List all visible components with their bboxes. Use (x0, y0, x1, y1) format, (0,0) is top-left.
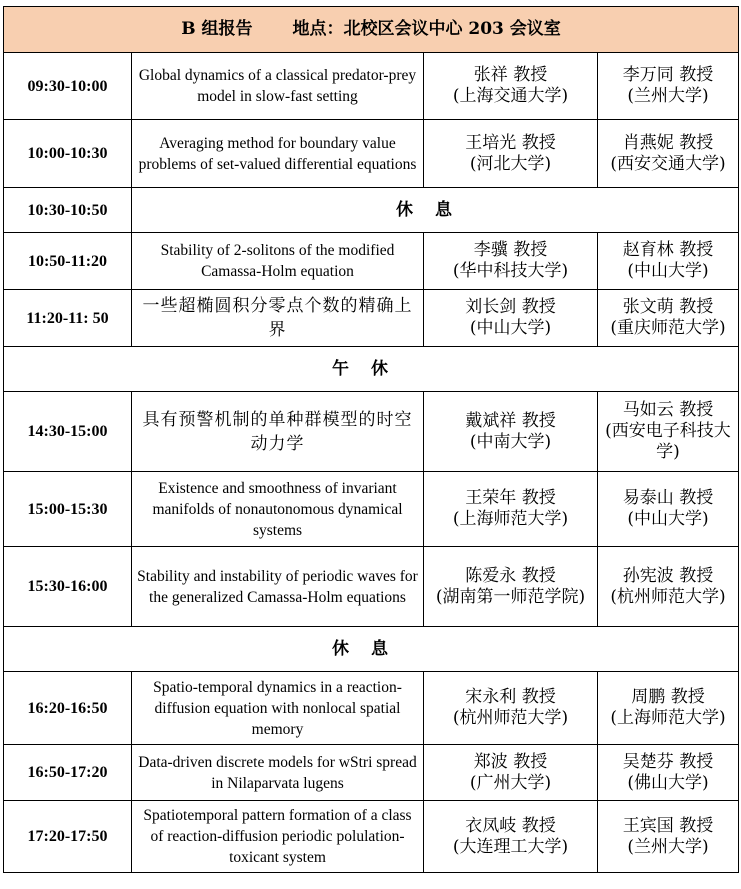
time-cell: 14:30-15:00 (4, 392, 132, 472)
break-row (4, 188, 739, 233)
chair-cell (598, 672, 739, 745)
chair-cell (598, 120, 739, 188)
speaker-cell (424, 745, 598, 801)
chair-name: 周鹏 教授 (631, 687, 705, 707)
chair-cell (598, 233, 739, 290)
speaker-cell (424, 53, 598, 120)
speaker-affiliation: (中山大学) (469, 318, 552, 338)
time-cell: 16:50-17:20 (4, 745, 132, 801)
time-cell: 15:30-16:00 (4, 547, 132, 627)
speaker-cell (424, 120, 598, 188)
location-label: 地点：北校区会议中心 203 会议室 (292, 19, 561, 39)
talk-title: Averaging method for boundary value problems of set-valued differential equations (132, 120, 424, 188)
talk-row (4, 801, 739, 873)
chair-affiliation: (重庆师范大学) (610, 318, 726, 338)
recess-label: 休息 (332, 638, 410, 659)
schedule-body (4, 7, 739, 873)
header-row (4, 7, 739, 53)
schedule-table (3, 6, 739, 873)
chair-affiliation: (杭州师范大学) (610, 586, 726, 607)
speaker-name: 张祥 教授 (473, 65, 548, 85)
time-cell: 17:20-17:50 (4, 801, 132, 873)
recess-label: 午休 (332, 358, 410, 379)
time-cell: 09:30-10:00 (4, 53, 132, 120)
speaker-affiliation: (华中科技大学) (452, 261, 569, 281)
speaker-affiliation: (湖南第一师范学院) (435, 586, 586, 607)
recess-label-cell (4, 627, 739, 672)
talk-title: 一些超椭圆积分零点个数的精确上界 (132, 290, 424, 347)
talk-row (4, 672, 739, 745)
chair-cell (598, 547, 739, 627)
speaker-cell (424, 547, 598, 627)
speaker-affiliation: (大连理工大学) (452, 836, 569, 857)
chair-affiliation: (西安交通大学) (610, 153, 726, 174)
time-cell: 10:30-10:50 (4, 188, 132, 233)
speaker-affiliation: (上海交通大学) (452, 86, 569, 106)
talk-title: Spatio-temporal dynamics in a reaction-diffusion equation with nonlocal spatial memory (132, 672, 424, 745)
speaker-cell (424, 290, 598, 347)
talk-title: Existence and smoothness of invariant manifolds of nonautonomous dynamical systems (132, 472, 424, 547)
talk-title: Data-driven discrete models for wStri spread in Nilaparvata lugens (132, 745, 424, 801)
break-label: 休息 (396, 199, 474, 220)
speaker-cell (424, 233, 598, 290)
chair-cell (598, 745, 739, 801)
talk-row (4, 392, 739, 472)
speaker-name: 宋永利 教授 (465, 687, 556, 707)
speaker-name: 王荣年 教授 (465, 488, 556, 508)
talk-row (4, 547, 739, 627)
speaker-affiliation: (中南大学) (469, 431, 552, 452)
chair-name: 马如云 教授 (622, 400, 714, 420)
chair-cell (598, 472, 739, 547)
chair-affiliation: (西安电子科技大学) (605, 421, 731, 462)
talk-title: Global dynamics of a classical predator-prey model in slow-fast setting (132, 53, 424, 120)
chair-affiliation: (中山大学) (627, 261, 709, 281)
time-cell: 11:20-11: 50 (4, 290, 132, 347)
talk-row (4, 233, 739, 290)
talk-title: 具有预警机制的单种群模型的时空动力学 (132, 392, 424, 472)
chair-affiliation: (中山大学) (627, 509, 709, 529)
talk-row (4, 290, 739, 347)
speaker-cell (424, 392, 598, 472)
speaker-affiliation: (杭州师范大学) (452, 708, 569, 728)
break-label-cell (132, 188, 739, 233)
speaker-name: 戴斌祥 教授 (465, 410, 556, 431)
speaker-affiliation: (上海师范大学) (452, 509, 569, 529)
talk-title: Spatiotemporal pattern formation of a class of reaction-diffusion periodic polulation-toxicant system (132, 801, 424, 873)
talk-row (4, 120, 739, 188)
recess-row (4, 627, 739, 672)
chair-name: 赵育林 教授 (622, 240, 714, 260)
talk-row (4, 745, 739, 801)
chair-name: 孙宪波 教授 (622, 565, 714, 586)
session-header (4, 7, 739, 53)
speaker-affiliation: (河北大学) (469, 153, 552, 174)
talk-row (4, 53, 739, 120)
speaker-name: 陈爱永 教授 (465, 565, 556, 586)
talk-title: Stability of 2-solitons of the modified Camassa-Holm equation (132, 233, 424, 290)
speaker-affiliation: (广州大学) (469, 772, 552, 793)
talk-row (4, 472, 739, 547)
chair-name: 易泰山 教授 (622, 488, 714, 508)
speaker-cell (424, 801, 598, 873)
recess-label-cell (4, 347, 739, 392)
chair-cell (598, 392, 739, 472)
chair-affiliation: (佛山大学) (627, 772, 709, 793)
chair-affiliation: (兰州大学) (627, 836, 709, 857)
chair-name: 王宾国 教授 (622, 815, 714, 836)
recess-row (4, 347, 739, 392)
time-cell: 15:00-15:30 (4, 472, 132, 547)
speaker-name: 王培光 教授 (465, 132, 556, 153)
chair-name: 吴楚芬 教授 (622, 751, 714, 772)
chair-affiliation: (兰州大学) (627, 86, 709, 106)
time-cell: 16:20-16:50 (4, 672, 132, 745)
speaker-name: 刘长剑 教授 (465, 297, 556, 317)
chair-name: 张文萌 教授 (622, 297, 714, 317)
talk-title: Stability and instability of periodic waves for the generalized Camassa-Holm equations (132, 547, 424, 627)
speaker-name: 衣凤岐 教授 (465, 815, 556, 836)
time-cell: 10:50-11:20 (4, 233, 132, 290)
chair-cell (598, 290, 739, 347)
chair-name: 李万同 教授 (622, 65, 714, 85)
time-cell: 10:00-10:30 (4, 120, 132, 188)
speaker-cell (424, 672, 598, 745)
speaker-cell (424, 472, 598, 547)
group-label: B 组报告 (181, 19, 253, 39)
speaker-name: 郑波 教授 (473, 751, 548, 772)
chair-name: 肖燕妮 教授 (622, 132, 714, 153)
chair-affiliation: (上海师范大学) (610, 708, 726, 728)
chair-cell (598, 53, 739, 120)
speaker-name: 李骥 教授 (473, 240, 548, 260)
chair-cell (598, 801, 739, 873)
